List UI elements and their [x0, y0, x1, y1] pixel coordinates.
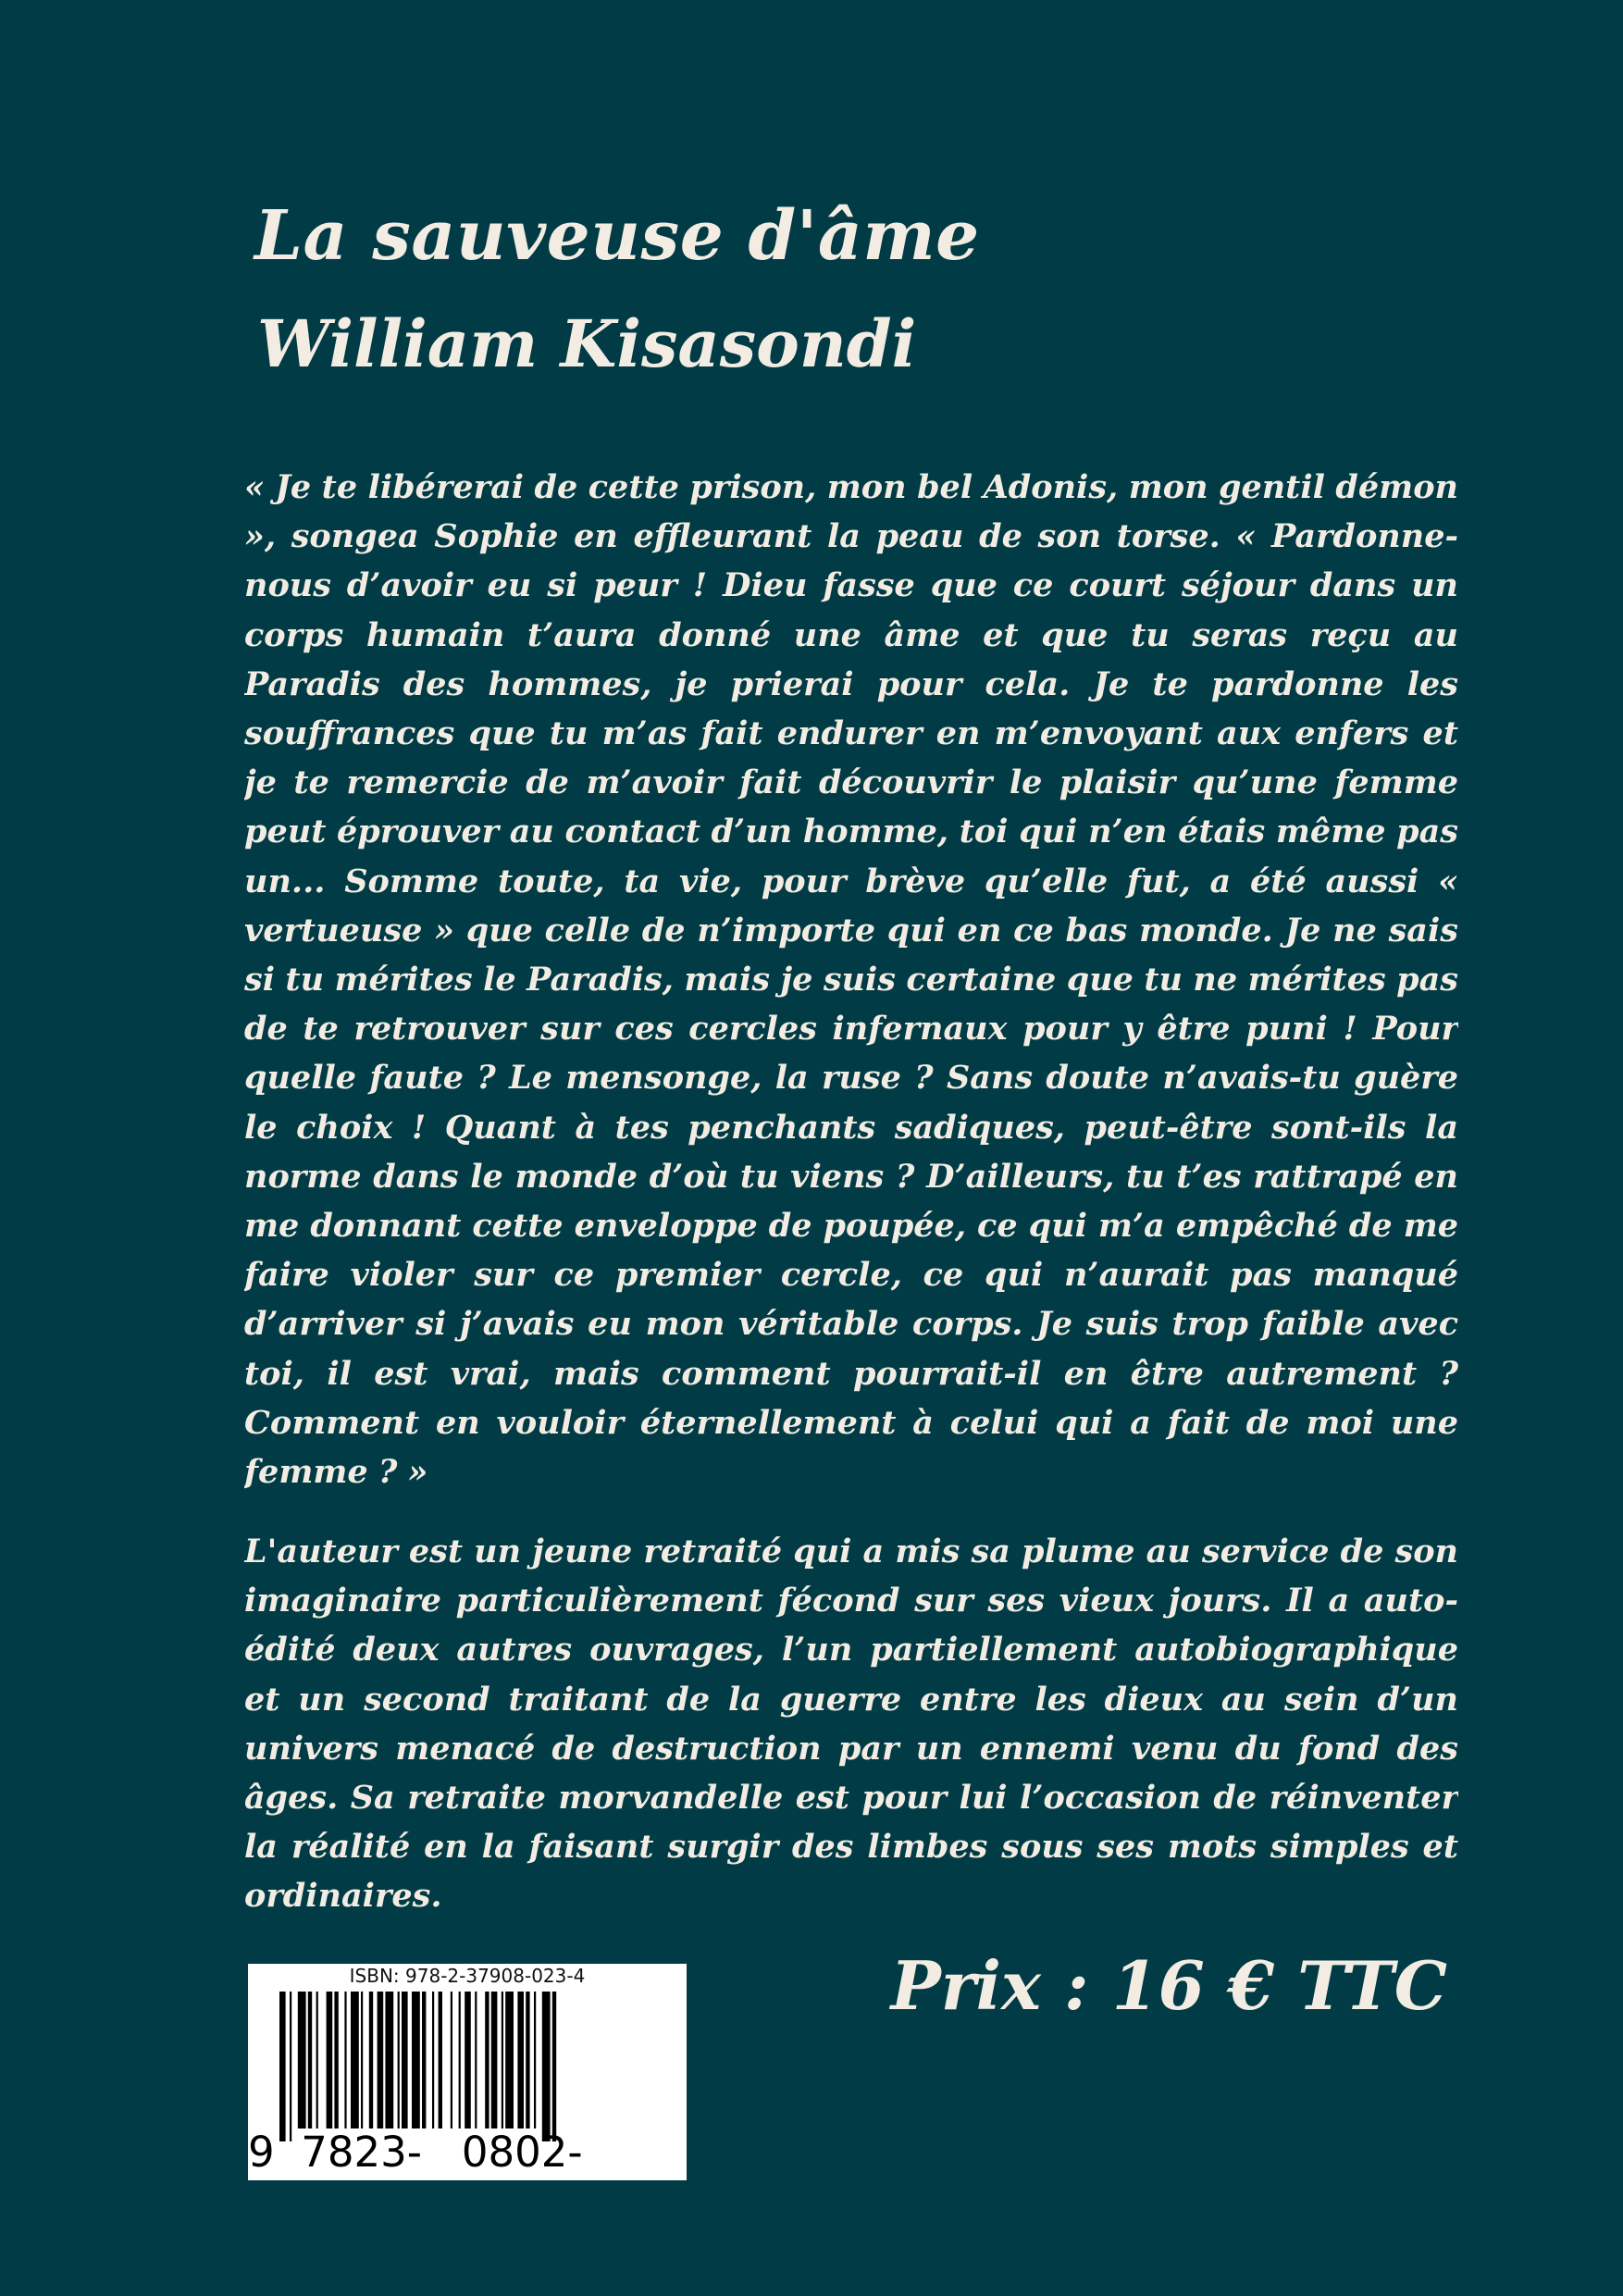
barcode-bar-7 [344, 1992, 346, 2128]
barcode-bar-12 [385, 1992, 393, 2128]
barcode-bar-6 [334, 1992, 338, 2128]
book-author: William Kisasondi [257, 305, 917, 382]
barcode-bar-21 [465, 1992, 471, 2128]
book-title: La sauveuse d'âme [254, 196, 980, 276]
barcode-bar-9 [361, 1992, 363, 2128]
barcode-bar-14 [402, 1992, 408, 2128]
barcode-bar-31 [552, 1992, 556, 2141]
barcode-bar-23 [485, 1992, 489, 2128]
isbn-barcode [248, 1964, 687, 2180]
barcode-bar-3 [308, 1992, 312, 2128]
author-bio: L'auteur est un jeune retraité qui a mis sa plume au service de son imaginaire particulièrement fécond sur ses vieux jours. Il a auto-édité deux autres ouvrages, l’un partiellement autobiographique et un second traitant de la guerre entre les dieux au sein d’un univers menacé de destruction par un ennemi venu du fond des âges. Sa retraite morvandelle est pour lui l’occasion de réinventer la réalité en la faisant surgir des limbes sous ses mots simples et ordinaires. [244, 1533, 1458, 1916]
barcode-bar-8 [351, 1992, 359, 2128]
barcode-bar-25 [502, 1992, 503, 2128]
barcode-bar-18 [439, 1992, 442, 2128]
barcode-bar-1 [290, 1992, 291, 2141]
barcode-bar-2 [298, 1992, 306, 2128]
barcode-bar-4 [316, 1992, 318, 2128]
isbn-label: ISBN: 978-2-37908-023-4 [349, 1965, 586, 1987]
barcode-bar-0 [279, 1992, 286, 2141]
barcode-bar-17 [432, 1992, 434, 2128]
barcode-bar-29 [534, 1992, 536, 2128]
barcode-bar-27 [517, 1992, 524, 2128]
barcode-bar-28 [526, 1992, 529, 2128]
barcode-bar-5 [327, 1992, 333, 2128]
barcode-digits: 9 7823- 0802- [248, 2128, 583, 2177]
barcode-bar-10 [369, 1992, 373, 2128]
price-tag: Prix : 16 € TTC [890, 1946, 1447, 2025]
barcode-bar-20 [459, 1992, 461, 2128]
barcode-bar-13 [398, 1992, 400, 2128]
barcode-bar-16 [422, 1992, 426, 2128]
barcode-bar-19 [451, 1992, 452, 2128]
barcode-bar-30 [542, 1992, 551, 2141]
barcode-bar-22 [475, 1992, 477, 2128]
barcode-bar-24 [491, 1992, 498, 2128]
barcode-bar-26 [505, 1992, 514, 2128]
barcode-bar-15 [412, 1992, 420, 2128]
barcode-bar-11 [378, 1992, 384, 2128]
excerpt-quote: « Je te libérerai de cette prison, mon bel Adonis, mon gentil démon », songea Sophie en effleurant la peau de son torse. « Pardonne-nous d’avoir eu si peur ! Dieu fasse que ce court séjour dans un corps humain t’aura donné une âme et que tu seras reçu au Paradis des hommes, je prierai pour cela. Je te pardonne les souffrances que tu m’as fait endurer en m’envoyant aux enfers et je te remercie de m’avoir fait découvrir le plaisir qu’une femme peut éprouver au contact d’un homme, toi qui n’en étais même pas un... Somme toute, ta vie, pour brève qu’elle fut, a été aussi « vertueuse » que celle de n’importe qui en ce bas monde. Je ne sais si tu mérites le Paradis, mais je suis certaine que tu ne mérites pas de te retrouver sur ces cercles infernaux pour y être puni ! Pour quelle faute ? Le mensonge, la ruse ? Sans doute n’avais-tu guère le choix ! Quant à tes penchants sadiques, peut-être sont-ils la norme dans le monde d’où tu viens ? D’ailleurs, tu t’es rattrapé en me donnant cette enveloppe de poupée, ce qui m’a empêché de me faire violer sur ce premier cercle, ce qui n’aurait pas manqué d’arriver si j’avais eu mon véritable corps. Je suis trop faible avec toi, il est vrai, mais comment pourrait-il en être autrement ? Comment en vouloir éternellement à celui qui a fait de moi une femme ? » [244, 468, 1458, 1492]
